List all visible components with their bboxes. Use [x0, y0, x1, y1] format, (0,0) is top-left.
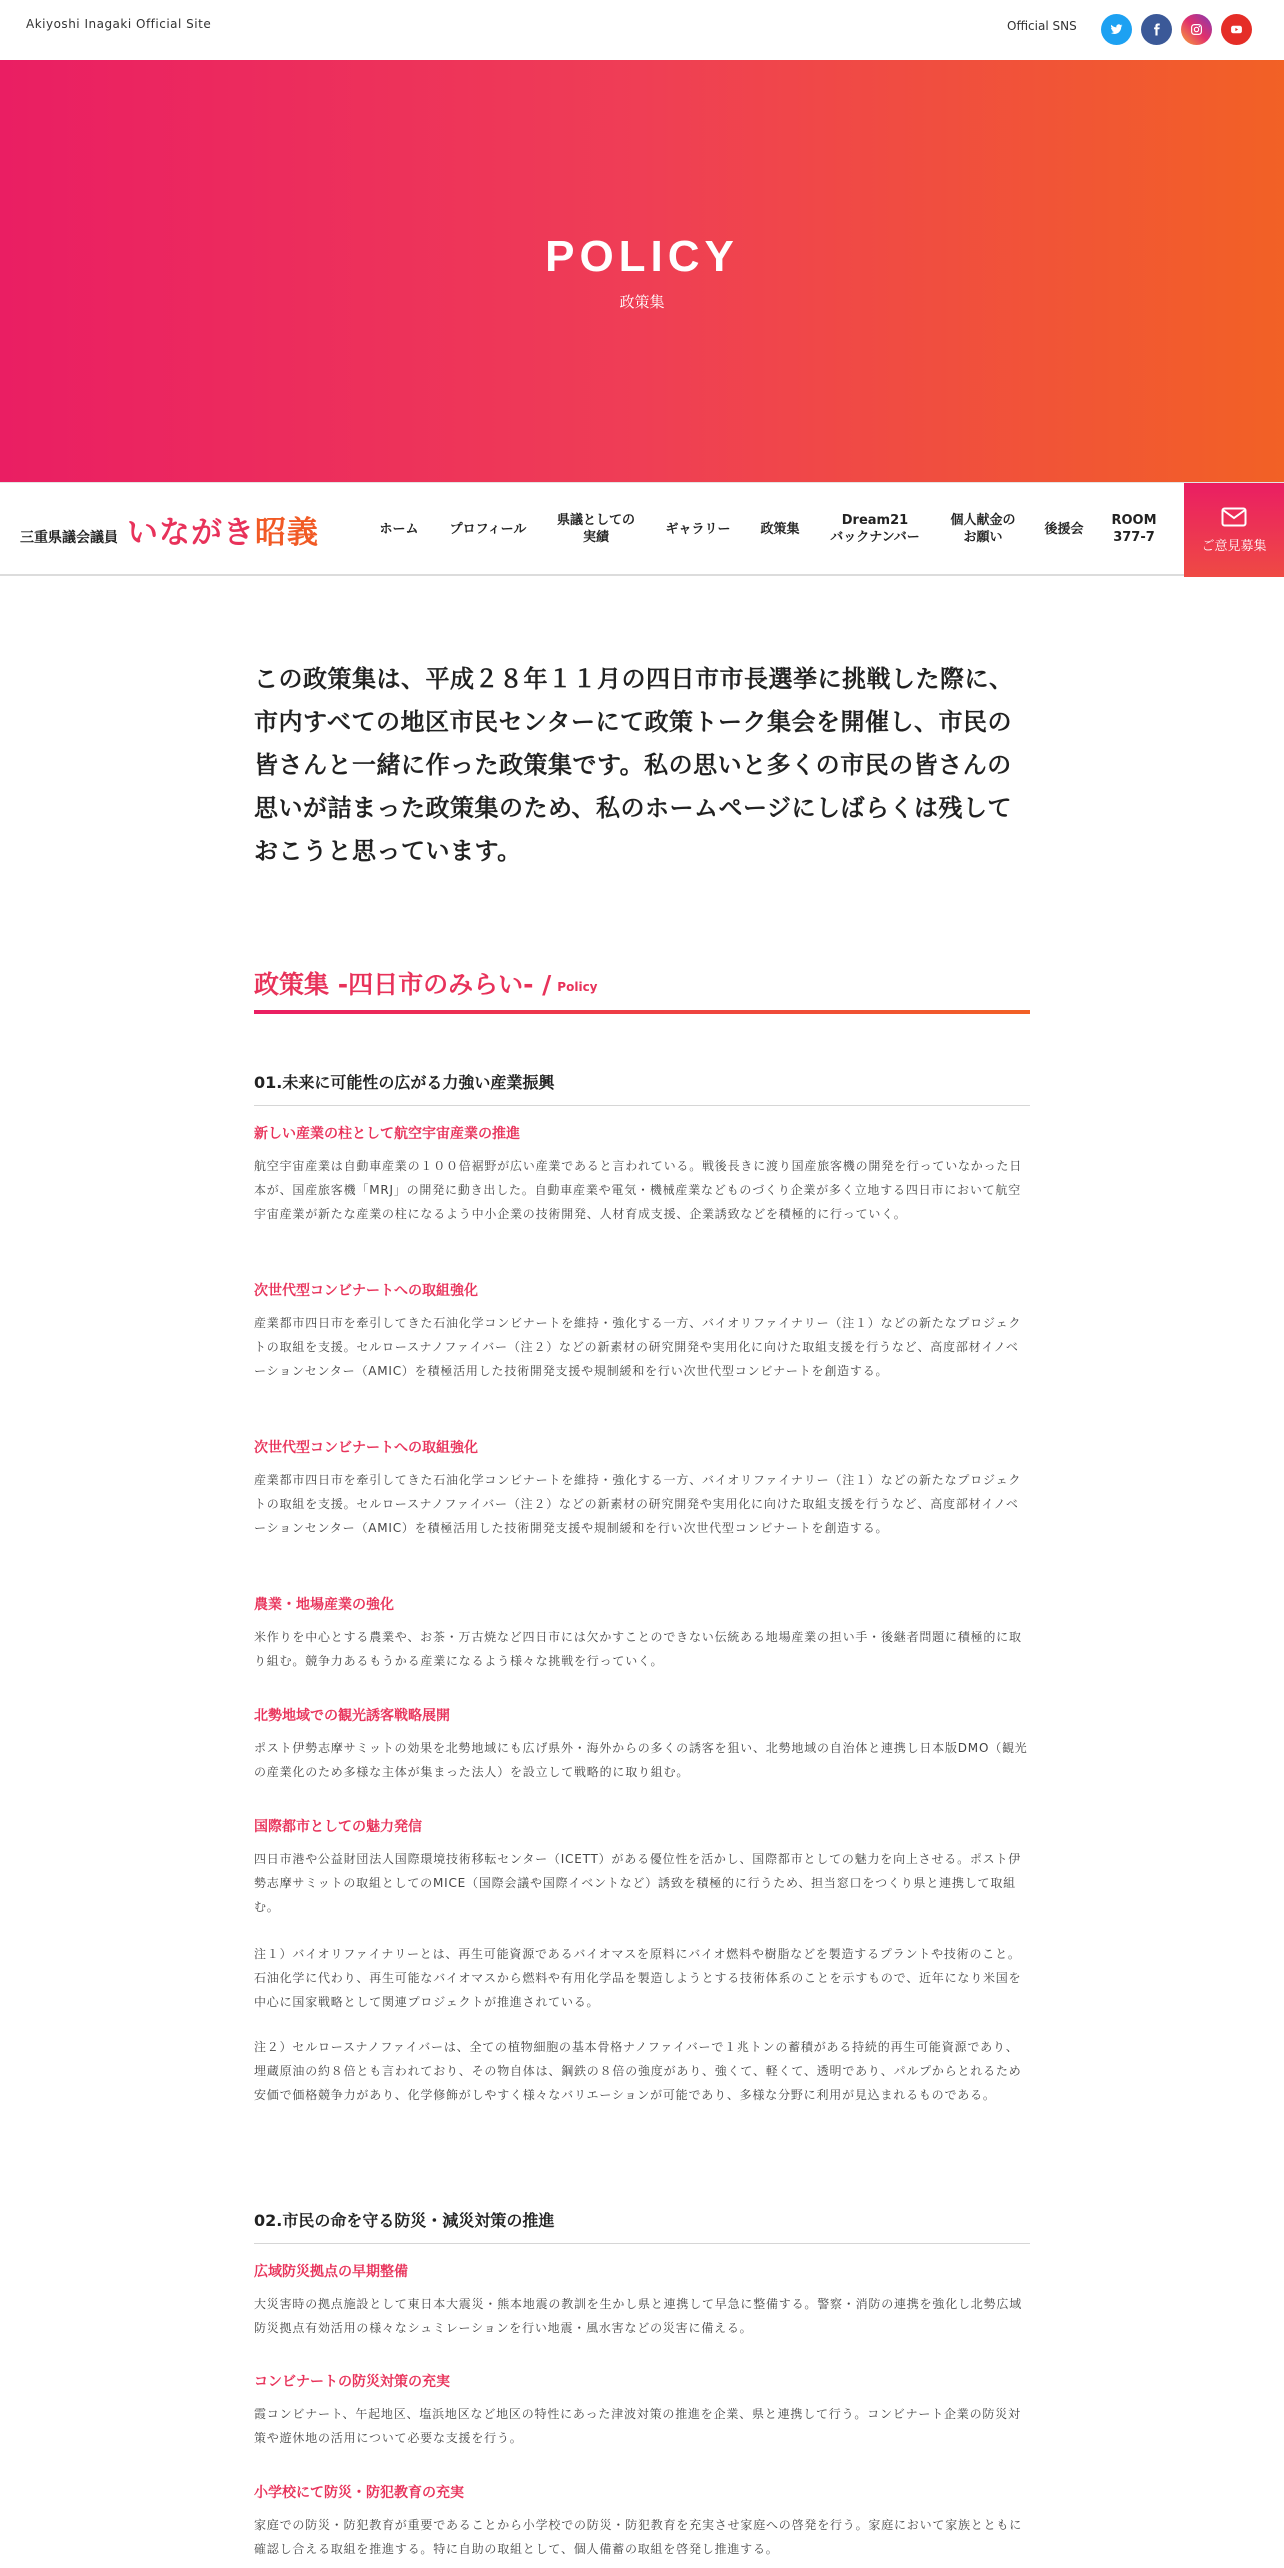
policy-item-body: 四日市港や公益財団法人国際環境技術移転センター（ICETT）がある優位性を活かし、国際都市としての魅力を向上させる。ポスト伊勢志摩サミットの取組としてのMICE（国際会議や国際イベントなど）誘致を積極的に行うため、担当窓口をつくり県と連携して取組む。	[254, 1852, 1022, 1914]
section-title	[254, 965, 598, 1001]
policy-heading-01: 01.未来に可能性の広がる力強い産業振興	[254, 1070, 1030, 1106]
nav-item-room[interactable]: ROOM 377-7	[1111, 513, 1157, 545]
policy-item-body: ポスト伊勢志摩サミットの効果を北勢地域にも広げ県外・海外からの多くの誘客を狙い、北勢地域の自治体と連携し日本版DMO（観光の産業化のため多様な主体が集まった法人）を設立して戦略的に取り組む。	[254, 1741, 1028, 1779]
site-name: Akiyoshi Inagaki Official Site	[26, 17, 212, 31]
nav-item-supporters[interactable]: 後援会	[1044, 521, 1084, 537]
policy-item-title: 新しい産業の柱として航空宇宙産業の推進	[254, 1126, 520, 1142]
instagram-button[interactable]	[1181, 14, 1212, 45]
policy-item-body: 航空宇宙産業は自動車産業の１００倍裾野が広い産業であると言われている。戦後長きに渡り国産旅客機の開発を行っていなかった日本が、国産旅客機「MRJ」の開発に動き出した。自動車産業や電気・機械産業などものづくり企業が多く立地する四日市において航空宇宙産業が新たな産業の柱になるよう中小企業の技術開発、人材育成支援、企業誘致などを積極的に行っていく。	[254, 1159, 1023, 1221]
youtube-icon	[1230, 23, 1243, 36]
mail-icon	[1221, 507, 1247, 527]
policy-item-body: 霞コンビナート、午起地区、塩浜地区など地区の特性にあった津波対策の推進を企業、県と連携して行う。コンビナート企業の防災対策や遊休地の活用について必要な支援を行う。	[254, 2407, 1021, 2445]
policy-heading-02: 02.市民の命を守る防災・減災対策の推進	[254, 2208, 1030, 2244]
nav-item-achievements[interactable]: 県議としての 実績	[556, 513, 635, 545]
hero-subtitle: 政策集	[619, 293, 665, 311]
youtube-button[interactable]	[1221, 14, 1252, 45]
footnote-1: 注１）バイオリファイナリーとは、再生可能資源であるバイオマスを原料にバイオ燃料や樹脂などを製造するプラントや技術のこと。 石油化学に代わり、再生可能なバイオマスから燃料や有用化学品を製造しようとする技術体系のことを示すもので、近年になり米国を中心に国家戦略として関連プロジェクトが推進されている。	[254, 1947, 1022, 2009]
logo-name-kana: いながき	[127, 515, 255, 551]
footnote-2: 注２）セルロースナノファイバーは、全ての植物細胞の基本骨格ナノファイバーで１兆トンの蓄積がある持続的再生可能資源であり、埋蔵原油の約８倍とも言われており、その物自体は、鋼鉄の８倍の強度があり、強くて、軽くて、透明であり、パルプからとれるため安価で価格競争力があり、化学修飾がしやすく様々なバリエーションが可能であり、多様な分野に利用が見込まれるものである。	[254, 2040, 1022, 2102]
hero-title: POLICY	[545, 232, 739, 281]
facebook-button[interactable]	[1141, 14, 1172, 45]
twitter-icon	[1110, 23, 1123, 36]
nav-item-donation[interactable]: 個人献金の お願い	[950, 513, 1016, 545]
policy-item-title: 次世代型コンビナートへの取組強化	[254, 1283, 478, 1299]
policy-item-title: 次世代型コンビナートへの取組強化	[254, 1440, 478, 1456]
section-title-en: Policy	[557, 980, 598, 994]
policy-item-body: 米作りを中心とする農業や、お茶・万古焼など四日市には欠かすことのできない伝統ある地場産業の担い手・後継者問題に積極的に取り組む。競争力あるもうかる産業になるよう様々な挑戦を行っていく。	[254, 1630, 1022, 1668]
nav-item-dream21[interactable]: Dream21 バックナンバー	[830, 513, 920, 545]
hero-banner	[0, 60, 1284, 482]
nav-item-gallery[interactable]: ギャラリー	[665, 521, 731, 537]
top-bar	[0, 0, 1284, 60]
nav-item-policy[interactable]: 政策集	[760, 521, 800, 537]
nav-item-home[interactable]: ホーム	[379, 521, 419, 537]
logo-name	[127, 507, 319, 552]
policy-item-title: 小学校にて防災・防犯教育の充実	[254, 2485, 464, 2501]
policy-item-body: 大災害時の拠点施設として東日本大震災・熊本地震の教訓を生かし県と連携して早急に整備する。警察・消防の連携を強化し北勢広域防災拠点有効活用の様々なシュミレーションを行い地震・風水害などの災害に備える。	[254, 2297, 1023, 2335]
policy-item-body: 産業都市四日市を牽引してきた石油化学コンビナートを維持・強化する一方、バイオリファイナリー（注１）などの新たなプロジェクトの取組を支援。セルロースナノファイバー（注２）などの新素材の研究開発や実用化に向けた取組支援を行うなど、高度部材イノベーションセンター（AMIC）を積極活用した技術開発支援や規制緩和を行い次世代型コンビナートを創造する。	[254, 1473, 1022, 1535]
instagram-icon	[1190, 23, 1203, 36]
policy-item-title: 農業・地場産業の強化	[254, 1597, 394, 1613]
feedback-button[interactable]	[1184, 483, 1284, 577]
logo-name-kanji: 昭義	[255, 515, 319, 551]
sns-label: Official SNS	[1007, 19, 1077, 33]
section-divider	[254, 1010, 1030, 1014]
policy-item-title: コンビナートの防災対策の充実	[254, 2374, 450, 2390]
nav-item-profile[interactable]: プロフィール	[449, 521, 527, 537]
facebook-icon	[1150, 23, 1163, 36]
policy-item-title: 国際都市としての魅力発信	[254, 1819, 422, 1835]
policy-item-title: 北勢地域での観光誘客戦略展開	[254, 1708, 450, 1724]
policy-item-title: 広域防災拠点の早期整備	[254, 2264, 408, 2280]
policy-item-body: 産業都市四日市を牽引してきた石油化学コンビナートを維持・強化する一方、バイオリファイナリー（注１）などの新たなプロジェクトの取組を支援。セルロースナノファイバー（注２）などの新素材の研究開発や実用化に向けた取組支援を行うなど、高度部材イノベーションセンター（AMIC）を積極活用した技術開発支援や規制緩和を行い次世代型コンビナートを創造する。	[254, 1316, 1022, 1378]
policy-item-body: 家庭での防災・防犯教育が重要であることから小学校での防災・防犯教育を充実させ家庭への啓発を行う。家庭において家族とともに確認し合える取組を推進する。特に自助の取組として、個人備蓄の取組を啓発し推進する。	[254, 2518, 1023, 2556]
lead-text: この政策集は、平成２８年１１月の四日市市長選挙に挑戦した際に、市内すべての地区市民センターにて政策トーク集会を開催し、市民の皆さんと一緒に作った政策集です。私の思いと多くの市民の皆さんの思いが詰まった政策集のため、私のホームページにしばらくは残しておこうと思っています。	[254, 665, 1014, 865]
main-nav	[0, 482, 1284, 576]
section-title-ja: 政策集 -四日市のみらい- /	[254, 970, 552, 999]
logo-title: 三重県議会議員	[20, 530, 118, 546]
twitter-button[interactable]	[1101, 14, 1132, 45]
feedback-label: ご意見募集	[1201, 539, 1267, 554]
